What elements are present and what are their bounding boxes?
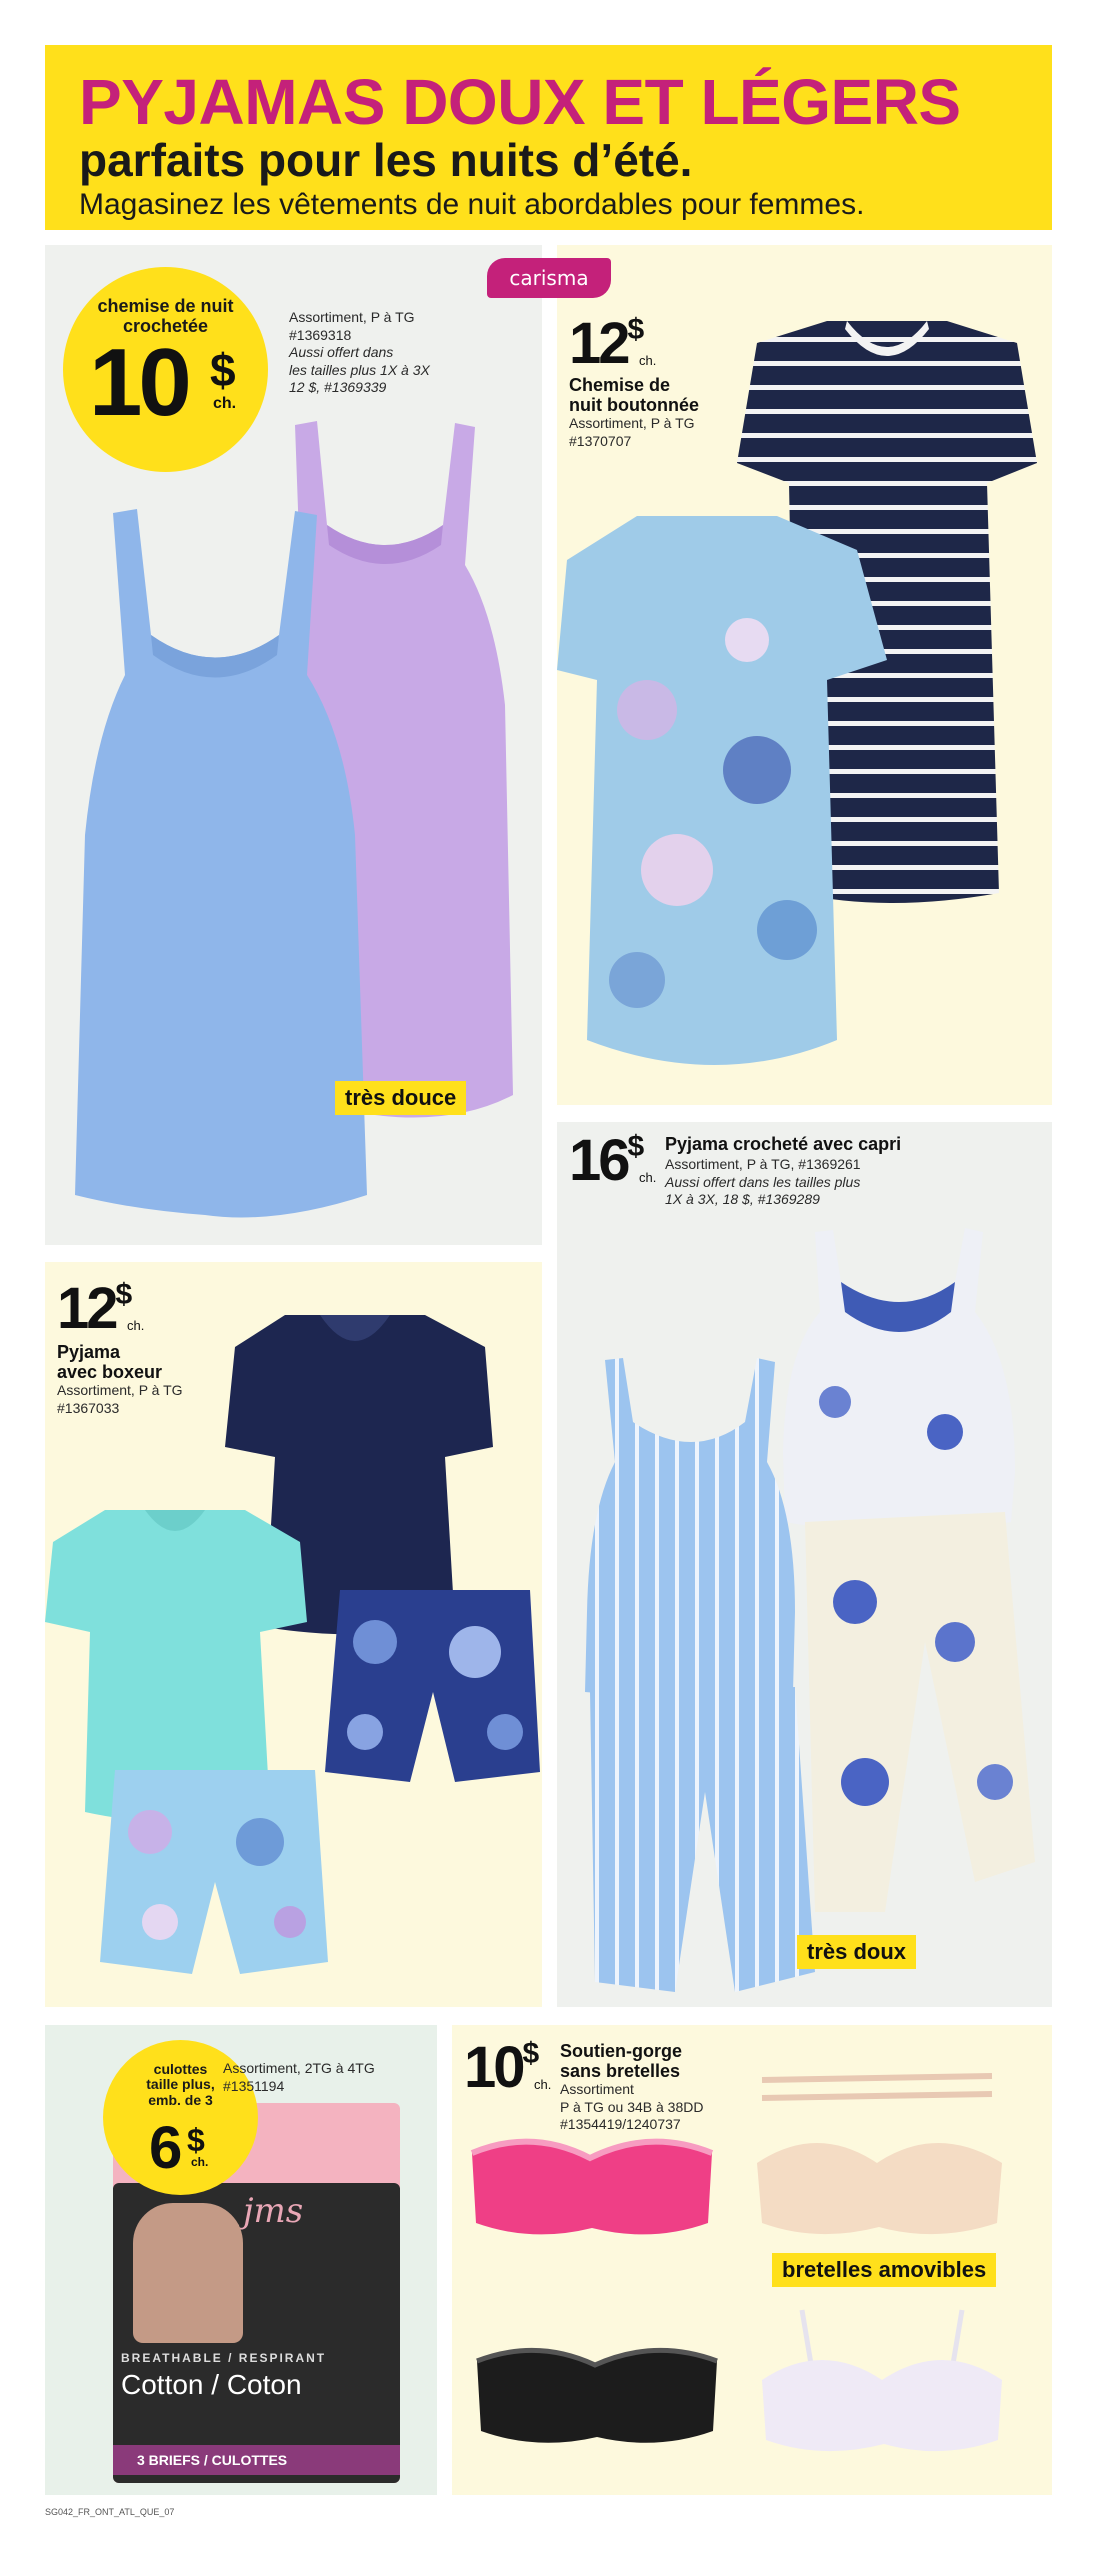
detachable-straps-image bbox=[757, 2070, 997, 2110]
briefs-package-front bbox=[113, 2183, 400, 2483]
briefs-pack-material: Cotton / Coton bbox=[121, 2369, 302, 2400]
banner-tagline: Magasinez les vêtements de nuit abordables pour femmes. bbox=[79, 188, 865, 221]
navy-floral-shorts-image bbox=[325, 1582, 540, 1792]
capri-sticker: très doux bbox=[797, 1935, 916, 1969]
nightgown-price-badge bbox=[63, 267, 268, 472]
boxer-price-block bbox=[57, 1276, 145, 1341]
carisma-brand-logo: carisma bbox=[487, 258, 611, 298]
blue-floral-shorts-image bbox=[100, 1762, 330, 1982]
nightgown-info: Assortiment, P à TG #1369318 Aussi offert dans les tailles plus 1X à 3X 12 $, #1369339 bbox=[289, 309, 430, 395]
bra-currency: $ bbox=[522, 2037, 540, 2070]
nightshirt-title: Chemise de nuit boutonnée bbox=[569, 375, 699, 416]
briefs-pack-count: 3 BRIEFS / CULOTTES bbox=[113, 2445, 400, 2475]
bra-price: 10 bbox=[464, 2035, 523, 2100]
striped-capri-set-image bbox=[575, 1352, 825, 1992]
bra-unit: ch. bbox=[534, 2077, 552, 2092]
nightshirt-price-block bbox=[569, 311, 657, 376]
capri-title: Pyjama crocheté avec capri bbox=[665, 1134, 902, 1154]
banner-title: PYJAMAS DOUX ET LÉGERS bbox=[79, 66, 961, 138]
briefs-badge-label: culottes taille plus, emb. de 3 bbox=[146, 2061, 215, 2108]
bra-info: Assortiment P à TG ou 34B à 38DD #1354419/1240737 bbox=[560, 2081, 704, 2132]
capri-price: 16 bbox=[569, 1128, 628, 1193]
nightshirt-currency: $ bbox=[627, 313, 645, 346]
briefs-pack-breathable: BREATHABLE / RESPIRANT bbox=[121, 2351, 327, 2365]
boxer-title: Pyjama avec boxeur bbox=[57, 1342, 163, 1383]
nightshirt-unit: ch. bbox=[639, 353, 657, 368]
pink-lace-bra-image bbox=[472, 2133, 712, 2243]
bra-price-block bbox=[464, 2035, 552, 2100]
banner-subtitle: parfaits pour les nuits d’été. bbox=[79, 134, 693, 186]
bra-sticker: bretelles amovibles bbox=[772, 2253, 996, 2287]
black-lace-bra-image bbox=[477, 2343, 717, 2453]
nightgown-currency: $ bbox=[210, 344, 236, 396]
boxer-info: Assortiment, P à TG #1367033 bbox=[57, 1382, 183, 1416]
nightgown-sticker: très douce bbox=[335, 1081, 466, 1115]
nightgown-panel bbox=[45, 245, 542, 1245]
briefs-price: 6 bbox=[149, 2114, 183, 2181]
nightgown-price: 10 bbox=[89, 329, 188, 436]
capri-price-block bbox=[569, 1128, 657, 1193]
bra-panel bbox=[452, 2025, 1052, 2495]
blue-nightgown-image bbox=[55, 505, 385, 1225]
footer-code: SG042_FR_ONT_ATL_QUE_07 bbox=[45, 2507, 175, 2517]
capri-info: Assortiment, P à TG, #1369261 Aussi offert dans les tailles plus 1X à 3X, 18 $, #1369289 bbox=[665, 1156, 861, 1207]
white-bra-image bbox=[762, 2310, 1002, 2460]
boxer-price: 12 bbox=[57, 1276, 116, 1341]
briefs-panel bbox=[45, 2025, 437, 2495]
briefs-pack-brand: jms bbox=[243, 2191, 304, 2231]
nightgown-badge-label: chemise de nuit crochetée bbox=[97, 296, 234, 336]
boxer-pyjama-panel bbox=[45, 1262, 542, 2007]
briefs-model-image bbox=[133, 2203, 243, 2343]
header-banner bbox=[45, 45, 1052, 230]
capri-currency: $ bbox=[627, 1130, 645, 1163]
briefs-unit: ch. bbox=[191, 2155, 209, 2169]
nightshirt-price: 12 bbox=[569, 311, 628, 376]
bra-title: Soutien-gorge sans bretelles bbox=[560, 2041, 682, 2082]
nude-bra-image bbox=[757, 2123, 1002, 2243]
nightshirt-info: Assortiment, P à TG #1370707 bbox=[569, 415, 695, 449]
capri-pyjama-panel bbox=[557, 1122, 1052, 2007]
boxer-unit: ch. bbox=[127, 1318, 145, 1333]
briefs-currency: $ bbox=[187, 2122, 205, 2158]
boxer-currency: $ bbox=[115, 1278, 133, 1311]
briefs-info: Assortiment, 2TG à 4TG #1351194 bbox=[223, 2060, 375, 2094]
floral-nightshirt-image bbox=[557, 510, 887, 1090]
nightshirt-panel bbox=[557, 245, 1052, 1105]
nightgown-unit: ch. bbox=[213, 395, 237, 412]
capri-unit: ch. bbox=[639, 1170, 657, 1185]
